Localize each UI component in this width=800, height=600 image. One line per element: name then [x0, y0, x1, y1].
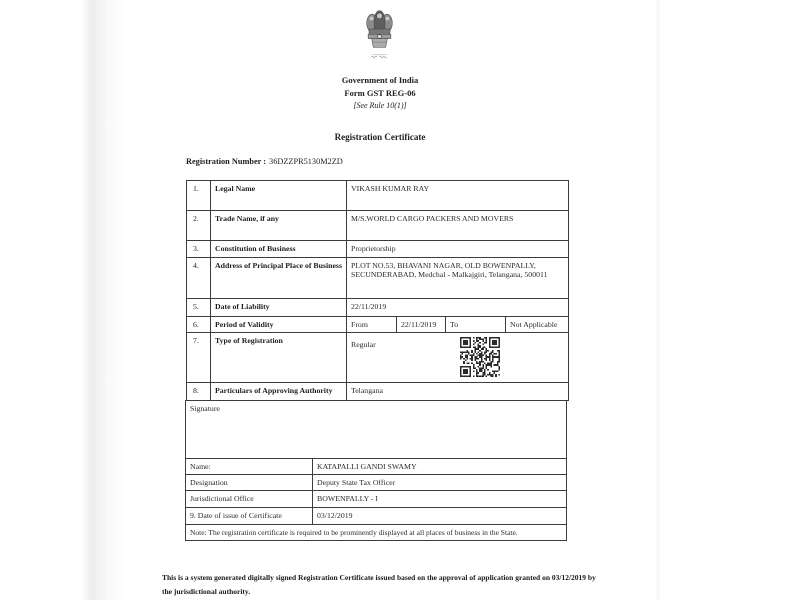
officer-name-row — [186, 459, 567, 475]
row-number: 6. — [187, 317, 211, 333]
designation-label: Designation — [186, 475, 313, 491]
validity-from-date: 22/11/2019 — [396, 317, 445, 332]
row-label: Date of Liability — [211, 299, 347, 317]
row-number: 5. — [187, 299, 211, 317]
qr-code — [460, 337, 500, 377]
row-number: 7. — [187, 333, 211, 383]
jurisdictional-office-value: BOWENPALLY - I — [313, 491, 567, 508]
designation-row — [186, 475, 567, 491]
row-label: Legal Name — [211, 181, 347, 211]
detail-row-date-of-liability — [187, 299, 569, 317]
row-number: 2. — [187, 211, 211, 241]
jurisdictional-office-label: Jurisdictional Office — [186, 491, 313, 508]
registration-number-label: Registration Number : — [186, 157, 267, 166]
row-label: Trade Name, if any — [211, 211, 347, 241]
constitution-value: Proprietorship — [347, 241, 569, 258]
row-number: 4. — [187, 258, 211, 299]
officer-name-label: Name: — [186, 459, 313, 475]
national-emblem-icon — [362, 8, 397, 64]
row-number: 8. — [187, 383, 211, 401]
detail-row-type-of-registration — [187, 333, 569, 383]
address-line: PLOT NO.53, BHAVANI NAGAR, OLD BOWENPALLY, — [351, 261, 536, 270]
trade-name-value: M/S.WORLD CARGO PACKERS AND MOVERS — [347, 211, 569, 241]
registration-type-value: Regular — [347, 333, 569, 383]
designation-value: Deputy State Tax Officer — [313, 475, 567, 491]
row-label: Particulars of Approving Authority — [211, 383, 347, 401]
period-of-validity-value — [347, 317, 569, 333]
scan-margin-shadow — [80, 0, 106, 600]
officer-name-value: KATAPALLI GANDI SWAMY — [313, 459, 567, 475]
detail-row-constitution — [187, 241, 569, 258]
issue-date-row — [186, 508, 567, 525]
scan-paper-band — [106, 0, 128, 600]
legal-name-value: VIKASH KUMAR RAY — [347, 181, 569, 211]
footer-statement-line: the jurisdictional authority. — [162, 587, 251, 596]
validity-from-label: From — [351, 320, 368, 329]
paper-edge-right — [655, 0, 661, 600]
jurisdictional-office-row — [186, 491, 567, 508]
registration-number-value: 36DZZPR5130M2ZD — [269, 157, 343, 166]
issue-date-value: 03/12/2019 — [313, 508, 567, 525]
approving-authority-value: Telangana — [347, 383, 569, 401]
note-row — [186, 525, 567, 541]
issue-date-label: 9. Date of issue of Certificate — [186, 508, 313, 525]
address-line: SECUNDERABAD, Medchal - Malkajgiri, Telangana, 500011 — [351, 270, 548, 279]
validity-to-value: Not Applicable — [505, 317, 568, 332]
validity-to-label: To — [445, 317, 505, 332]
registration-number-line — [186, 157, 343, 167]
detail-row-trade-name — [187, 211, 569, 241]
row-label: Type of Registration — [211, 333, 347, 383]
display-note: Note: The registration certificate is required to be prominently displayed at all places of business in the State. — [186, 525, 567, 541]
rule-reference: [See Rule 10(1)] — [353, 101, 407, 110]
registration-details-table — [186, 180, 569, 401]
row-label: Address of Principal Place of Business — [211, 258, 347, 299]
row-label: Period of Validity — [211, 317, 347, 333]
detail-row-approving-authority — [187, 383, 569, 401]
authority-table — [185, 400, 567, 541]
detail-row-legal-name — [187, 181, 569, 211]
government-heading: Government of India — [341, 75, 419, 85]
footer-statement-line: This is a system generated digitally signed Registration Certificate issued based on the approval of application granted on 03/12/2019 by — [162, 573, 596, 582]
row-number: 1. — [187, 181, 211, 211]
row-number: 3. — [187, 241, 211, 258]
date-of-liability-value: 22/11/2019 — [347, 299, 569, 317]
signature-row — [186, 401, 567, 459]
row-label: Constitution of Business — [211, 241, 347, 258]
form-heading: Form GST REG-06 — [344, 88, 416, 98]
detail-row-address — [187, 258, 569, 299]
page-title: Registration Certificate — [334, 132, 426, 142]
detail-row-period-of-validity — [187, 317, 569, 333]
address-value — [347, 258, 569, 299]
signature-label: Signature — [186, 401, 567, 459]
